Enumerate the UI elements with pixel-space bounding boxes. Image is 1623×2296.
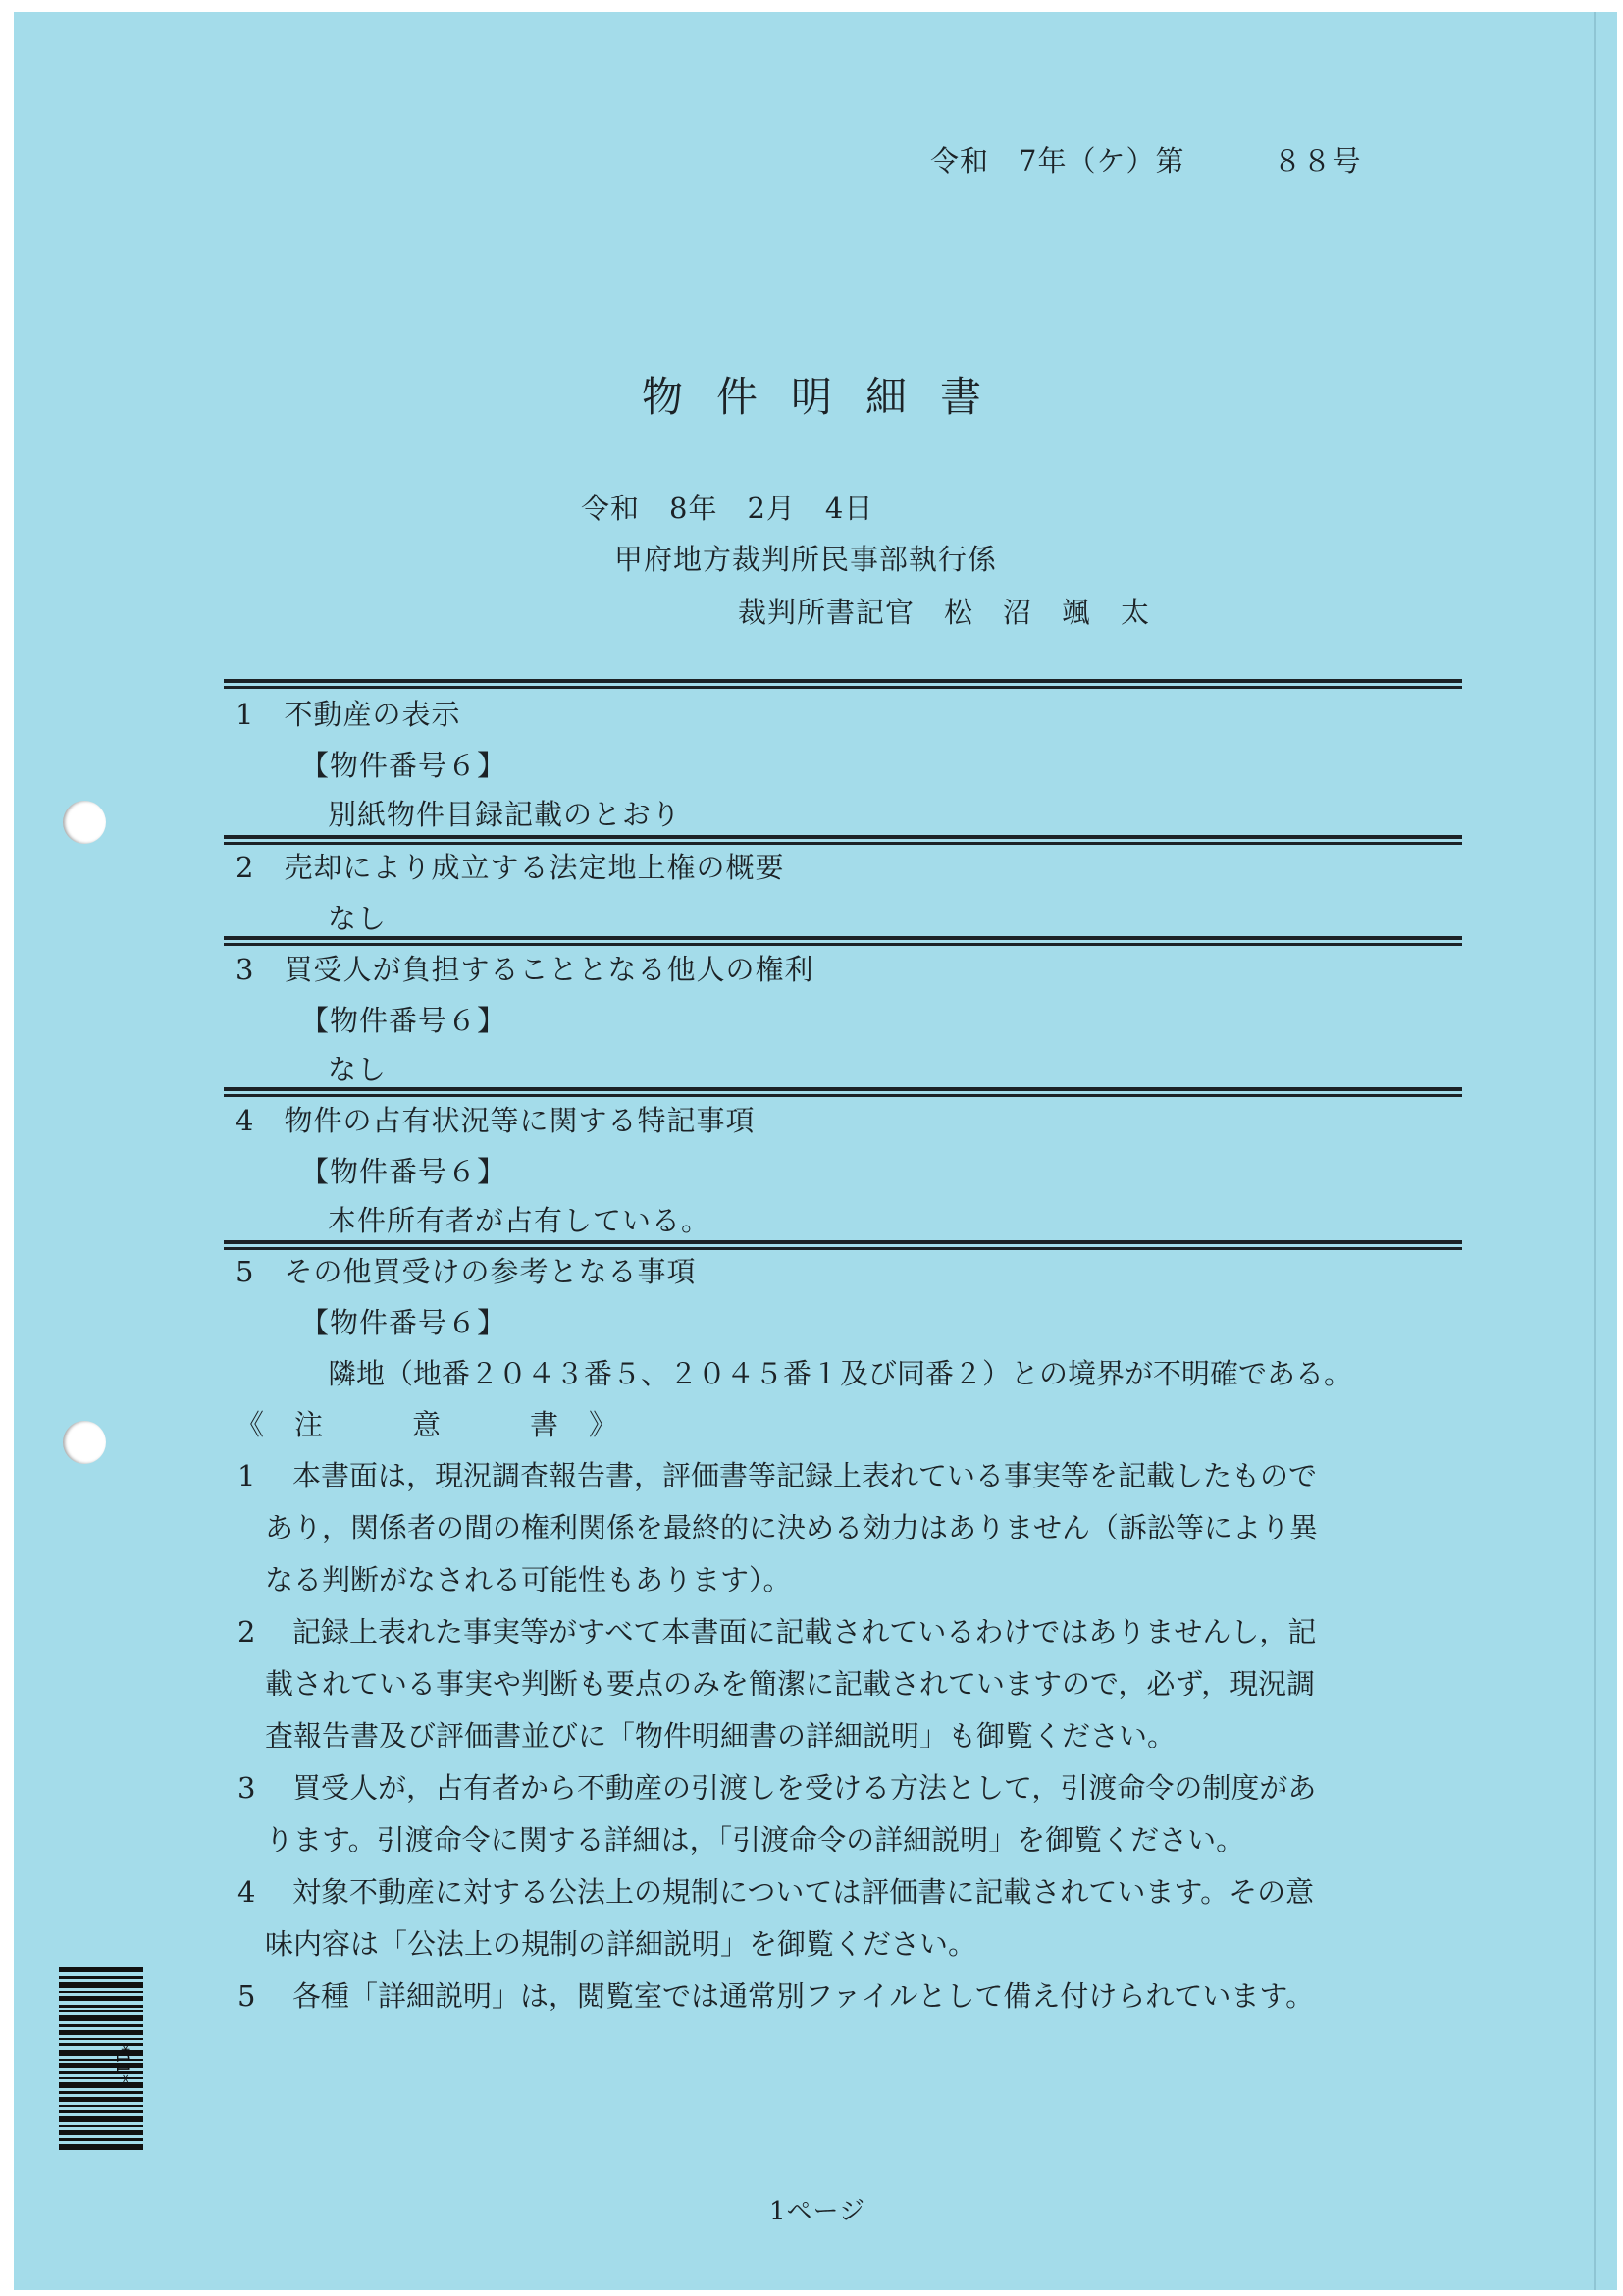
section-divider: [224, 679, 1462, 689]
section-3-body: なし: [328, 1053, 388, 1086]
punch-hole: [63, 801, 106, 844]
note-line: 対象不動産に対する公法上の規制については評価書に記載されています。その意: [292, 1875, 1315, 1908]
note-line: 載されている事実や判断も要点のみを簡潔に記載されていますので，必ず，現況調: [265, 1667, 1316, 1700]
note-line: ります。引渡命令に関する詳細は，「引渡命令の詳細説明」を御覧ください。: [265, 1823, 1245, 1856]
section-3-heading: 3 買受人が負担することとなる他人の権利: [236, 953, 814, 986]
notes-heading: 《 注 意 書 》: [236, 1408, 619, 1441]
page-number: 1ページ: [769, 2197, 866, 2226]
section-2-body: なし: [328, 902, 388, 935]
section-divider: [224, 835, 1462, 845]
section-1-body: 別紙物件目録記載のとおり: [328, 798, 682, 831]
section-5-item: 【物件番号６】: [300, 1306, 507, 1339]
note-number: 1: [237, 1459, 257, 1492]
section-1-item: 【物件番号６】: [300, 749, 507, 782]
note-number: 4: [237, 1875, 257, 1908]
section-4-item: 【物件番号６】: [300, 1155, 507, 1188]
note-line: 味内容は「公法上の規制の詳細説明」を御覧ください。: [265, 1927, 977, 1960]
section-5-heading: 5 その他買受けの参考となる事項: [236, 1255, 697, 1288]
note-line: 記録上表れた事実等がすべて本書面に記載されているわけではありませんし，記: [292, 1615, 1317, 1648]
note-number: 2: [237, 1615, 257, 1648]
section-4-body: 本件所有者が占有している。: [328, 1204, 711, 1237]
court-name: 甲府地方裁判所民事部執行係: [614, 543, 998, 576]
note-line: 各種「詳細説明」は，閲覧室では通常別ファイルとして備え付けられています。: [292, 1979, 1315, 2012]
clerk-name: 裁判所書記官 松 沼 颯 太: [738, 596, 1151, 629]
note-number: 3: [237, 1771, 257, 1804]
case-number: 令和 7年（ケ）第 ８８号: [930, 144, 1362, 178]
document-title: 物件明細書: [641, 373, 1015, 421]
note-line: あり，関係者の間の権利関係を最終的に決める効力はありません（訴訟等により異: [265, 1511, 1319, 1544]
section-5-body: 隣地（地番２０４３番５、２０４５番１及び同番２）との境界が不明確である。: [328, 1357, 1353, 1390]
note-number: 5: [237, 1979, 257, 2012]
section-3-item: 【物件番号６】: [300, 1004, 507, 1037]
issue-date: 令和 8年 2月 4日: [581, 492, 874, 525]
note-line: 本書面は，現況調査報告書，評価書等記録上表れている事実等を記載したもので: [292, 1459, 1318, 1492]
barcode: [59, 1967, 147, 2154]
barcode-label: *11*: [112, 2045, 131, 2083]
note-line: 買受人が，占有者から不動産の引渡しを受ける方法として，引渡命令の制度があ: [292, 1771, 1317, 1804]
note-line: なる判断がなされる可能性もあります）。: [265, 1563, 792, 1596]
section-1-heading: 1 不動産の表示: [236, 698, 461, 731]
punch-hole: [63, 1421, 106, 1464]
page-edge: [1594, 12, 1596, 2290]
section-divider: [224, 936, 1462, 946]
section-2-heading: 2 売却により成立する法定地上権の概要: [236, 851, 785, 884]
section-divider: [224, 1087, 1462, 1097]
section-4-heading: 4 物件の占有状況等に関する特記事項: [236, 1104, 756, 1137]
section-divider: [224, 1240, 1462, 1250]
note-line: 査報告書及び評価書並びに「物件明細書の詳細説明」も御覧ください。: [265, 1719, 1177, 1752]
